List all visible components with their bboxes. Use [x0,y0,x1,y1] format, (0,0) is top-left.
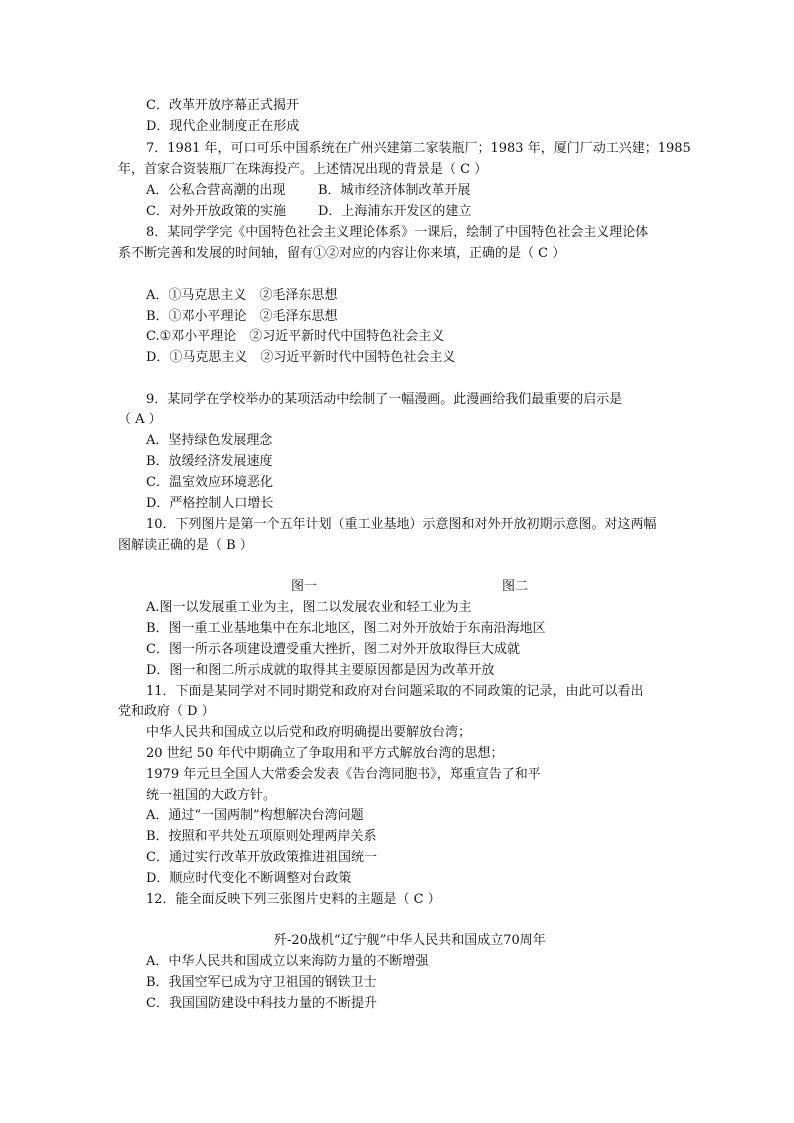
q10-stem-line-1: 10．下列图片是第一个五年计划（重工业基地）示意图和对外开放初期示意图。对这两幅 [146,517,657,532]
q12-option-c: C．我国国防建设中科技力量的不断提升 [146,996,377,1011]
q10-option-c: C．图一所示各项建设遭受重大挫折，图二对外开放取得巨大成就 [146,642,520,657]
q9-option-b: B．放缓经济发展速度 [146,454,273,469]
q11-stem-line-1: 11．下面是某同学对不同时期党和政府对台问题采取的不同政策的记录，由此可以看出 [146,684,644,699]
q11-option-b: B．按照和平共处五项原则处理两岸关系 [146,829,377,844]
q12-option-b: B．我国空军已成为守卫祖国的钢铁卫士 [146,975,377,990]
q9-option-c: C．温室效应环境恶化 [146,475,273,490]
q8-option-d: D．①马克思主义 ②习近平新时代中国特色社会主义 [146,350,456,365]
q6-option-d: D．现代企业制度正在形成 [146,119,300,134]
q9-option-a: A．坚持绿色发展理念 [146,433,273,448]
q12-option-a: A．中华人民共和国成立以来海防力量的不断增强 [146,954,429,969]
q10-caption-1: 图一 [291,579,318,594]
q8-option-b: B．①邓小平理论 ②毛泽东思想 [146,309,338,324]
q7-option-d: D．上海浦东开发区的建立 [318,204,472,219]
q12-stem-line-1: 12．能全面反映下列三张图片史料的主题是（ C ） [146,892,441,907]
q10-caption-2: 图二 [502,579,529,594]
q11-option-a: A．通过“一国两制”构想解决台湾问题 [146,808,364,823]
q7-stem-line-2: 年，首家合资装瓶厂在珠海投产。上述情况出现的背景是（ C ） [118,162,488,177]
q8-stem-line-1: 8．某同学学完《中国特色社会主义理论体系》一课后，绘制了中国特色社会主义理论体 [146,225,649,240]
q11-option-c: C．通过实行改革开放政策推进祖国统一 [146,850,377,865]
q8-option-a: A．①马克思主义 ②毛泽东思想 [146,288,338,303]
q9-stem-line-1: 9．某同学在学校举办的某项活动中绘制了一幅漫画。此漫画给我们最重要的启示是 [146,392,623,407]
q7-option-a: A．公私合营高潮的出现 [146,183,286,198]
q11-option-d: D．顺应时代变化不断调整对台政策 [146,871,352,886]
q11-stem-line-2: 党和政府（ D ） [118,704,215,719]
q12-image-captions: 歼-20战机“辽宁舰”中华人民共和国成立70周年 [274,933,546,948]
q11-record-2: 20 世纪 50 年代中期确立了争取用和平方式解放台湾的思想； [146,746,504,761]
q10-option-a: A.图一以发展重工业为主，图二以发展农业和轻工业为主 [146,600,472,615]
q8-stem-line-2: 系不断完善和发展的时间轴，留有①②对应的内容让你来填，正确的是（ C ） [118,246,566,261]
q10-option-b: B．图一重工业基地集中在东北地区，图二对外开放始于东南沿海地区 [146,621,546,636]
q7-options-row-2 [146,203,706,221]
q9-option-d: D．严格控制人口增长 [146,496,274,511]
q7-option-c: C．对外开放政策的实施 [146,204,286,219]
q10-stem-line-2: 图解读正确的是（ B ） [118,538,253,553]
q11-record-3b: 统一祖国的大政方针。 [146,788,277,803]
q6-option-c: C．改革开放序幕正式揭开 [146,98,299,113]
q11-record-1: 中华人民共和国成立以后党和政府明确提出要解放台湾； [146,725,472,740]
q7-option-b: B．城市经济体制改革开展 [318,183,471,198]
q7-options-row-1 [146,182,706,200]
q7-stem-line-1: 7．1981 年，可口可乐中国系统在广州兴建第二家装瓶厂；1983 年，厦门厂动工兴建；1985 [146,141,691,156]
q8-option-c: C.①邓小平理论 ②习近平新时代中国特色社会主义 [146,329,445,344]
q9-stem-line-2: （ A ） [118,412,162,427]
q11-record-3a: 1979 年元旦全国人大常委会发表《告台湾同胞书》，郑重宣告了和平 [146,767,541,782]
q10-option-d: D．图一和图二所示成就的取得其主要原因都是因为改革开放 [146,663,495,678]
